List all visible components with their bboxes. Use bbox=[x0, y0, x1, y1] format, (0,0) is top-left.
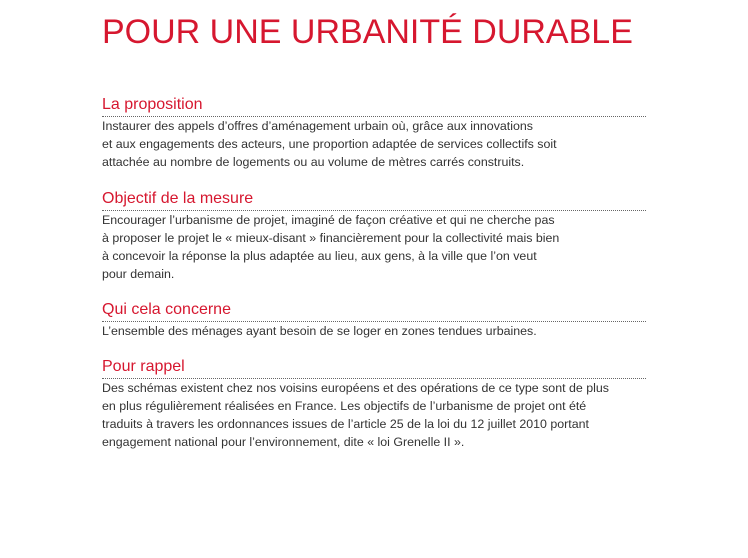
body-line: Instaurer des appels d’offres d’aménagement urbain où, grâce aux innovations bbox=[102, 119, 533, 133]
section-heading: La proposition bbox=[102, 95, 646, 117]
document-page bbox=[102, 0, 646, 450]
section-rappel bbox=[102, 357, 646, 451]
section-body bbox=[102, 322, 646, 340]
body-line: et aux engagements des acteurs, une proportion adaptée de services collectifs soit bbox=[102, 137, 557, 152]
section-body bbox=[102, 211, 646, 283]
body-line: Encourager l’urbanisme de projet, imaginé de façon créative et qui ne cherche pas bbox=[102, 213, 555, 227]
body-line: à concevoir la réponse la plus adaptée au lieu, aux gens, à la ville que l’on veut bbox=[102, 249, 537, 264]
section-heading: Qui cela concerne bbox=[102, 300, 646, 322]
section-heading: Pour rappel bbox=[102, 357, 646, 379]
section-body bbox=[102, 379, 646, 451]
section-proposition bbox=[102, 95, 646, 171]
page-title: POUR UNE URBANITÉ DURABLE bbox=[102, 13, 633, 51]
body-line: attachée au nombre de logements ou au volume de mètres carrés construits. bbox=[102, 155, 525, 170]
body-line: engagement national pour l’environnement, dite « loi Grenelle II ». bbox=[102, 435, 465, 450]
body-line: pour demain. bbox=[102, 267, 175, 282]
body-line: traduits à travers les ordonnances issues de l’article 25 de la loi du 12 juillet 2010 portant bbox=[102, 417, 589, 432]
body-line: à proposer le projet le « mieux-disant » financièrement pour la collectivité mais bien bbox=[102, 231, 560, 246]
body-line: L’ensemble des ménages ayant besoin de se loger en zones tendues urbaines. bbox=[102, 324, 537, 338]
section-body bbox=[102, 117, 646, 171]
section-heading: Objectif de la mesure bbox=[102, 189, 646, 211]
section-concerne bbox=[102, 300, 646, 340]
body-line: en plus régulièrement réalisées en France. Les objectifs de l’urbanisme de projet ont été bbox=[102, 399, 587, 414]
section-objectif bbox=[102, 189, 646, 283]
body-line: Des schémas existent chez nos voisins européens et des opérations de ce type sont de plus bbox=[102, 381, 609, 395]
